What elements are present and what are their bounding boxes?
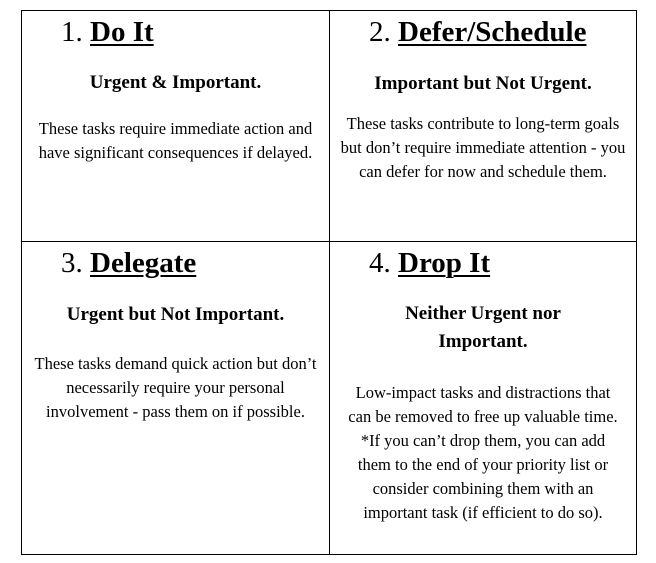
quadrant-title: Do It	[90, 16, 154, 48]
quadrant-description: These tasks contribute to long-term goals but don’t require immediate attention - you can defer for now and schedule them.	[340, 114, 626, 181]
quadrant-drop-it	[329, 241, 637, 555]
quadrant-number: 3.	[61, 247, 83, 279]
quadrant-heading	[369, 249, 490, 278]
quadrant-number: 4.	[369, 247, 391, 279]
quadrant-defer-schedule	[329, 10, 637, 242]
quadrant-title: Delegate	[90, 247, 197, 279]
quadrant-subtitle: Urgent & Important.	[89, 72, 262, 93]
quadrant-heading	[61, 249, 196, 278]
quadrant-heading	[369, 18, 586, 47]
quadrant-description: These tasks demand quick action but don’t necessarily require your personal involvement - pass them on if possible.	[34, 354, 317, 421]
quadrant-number: 2.	[369, 16, 391, 48]
quadrant-description: These tasks require immediate action and have significant consequences if delayed.	[38, 119, 313, 162]
quadrant-title: Defer/Schedule	[398, 16, 587, 48]
quadrant-do-it	[21, 10, 330, 242]
quadrant-subtitle: Important but Not Urgent.	[374, 73, 592, 94]
quadrant-description: Low-impact tasks and distractions that can be removed to free up valuable time. *If you can’t drop them, you can add them to the end of your priority list or consider combining them with an important task (if efficient to do so).	[348, 383, 618, 522]
quadrant-subtitle: Urgent but Not Important.	[66, 304, 285, 325]
quadrant-heading	[61, 18, 154, 47]
quadrant-number: 1.	[61, 16, 83, 48]
priority-matrix	[21, 10, 637, 555]
quadrant-delegate	[21, 241, 330, 555]
quadrant-subtitle: Neither Urgent nor Important.	[405, 303, 561, 352]
quadrant-title: Drop It	[398, 247, 491, 279]
